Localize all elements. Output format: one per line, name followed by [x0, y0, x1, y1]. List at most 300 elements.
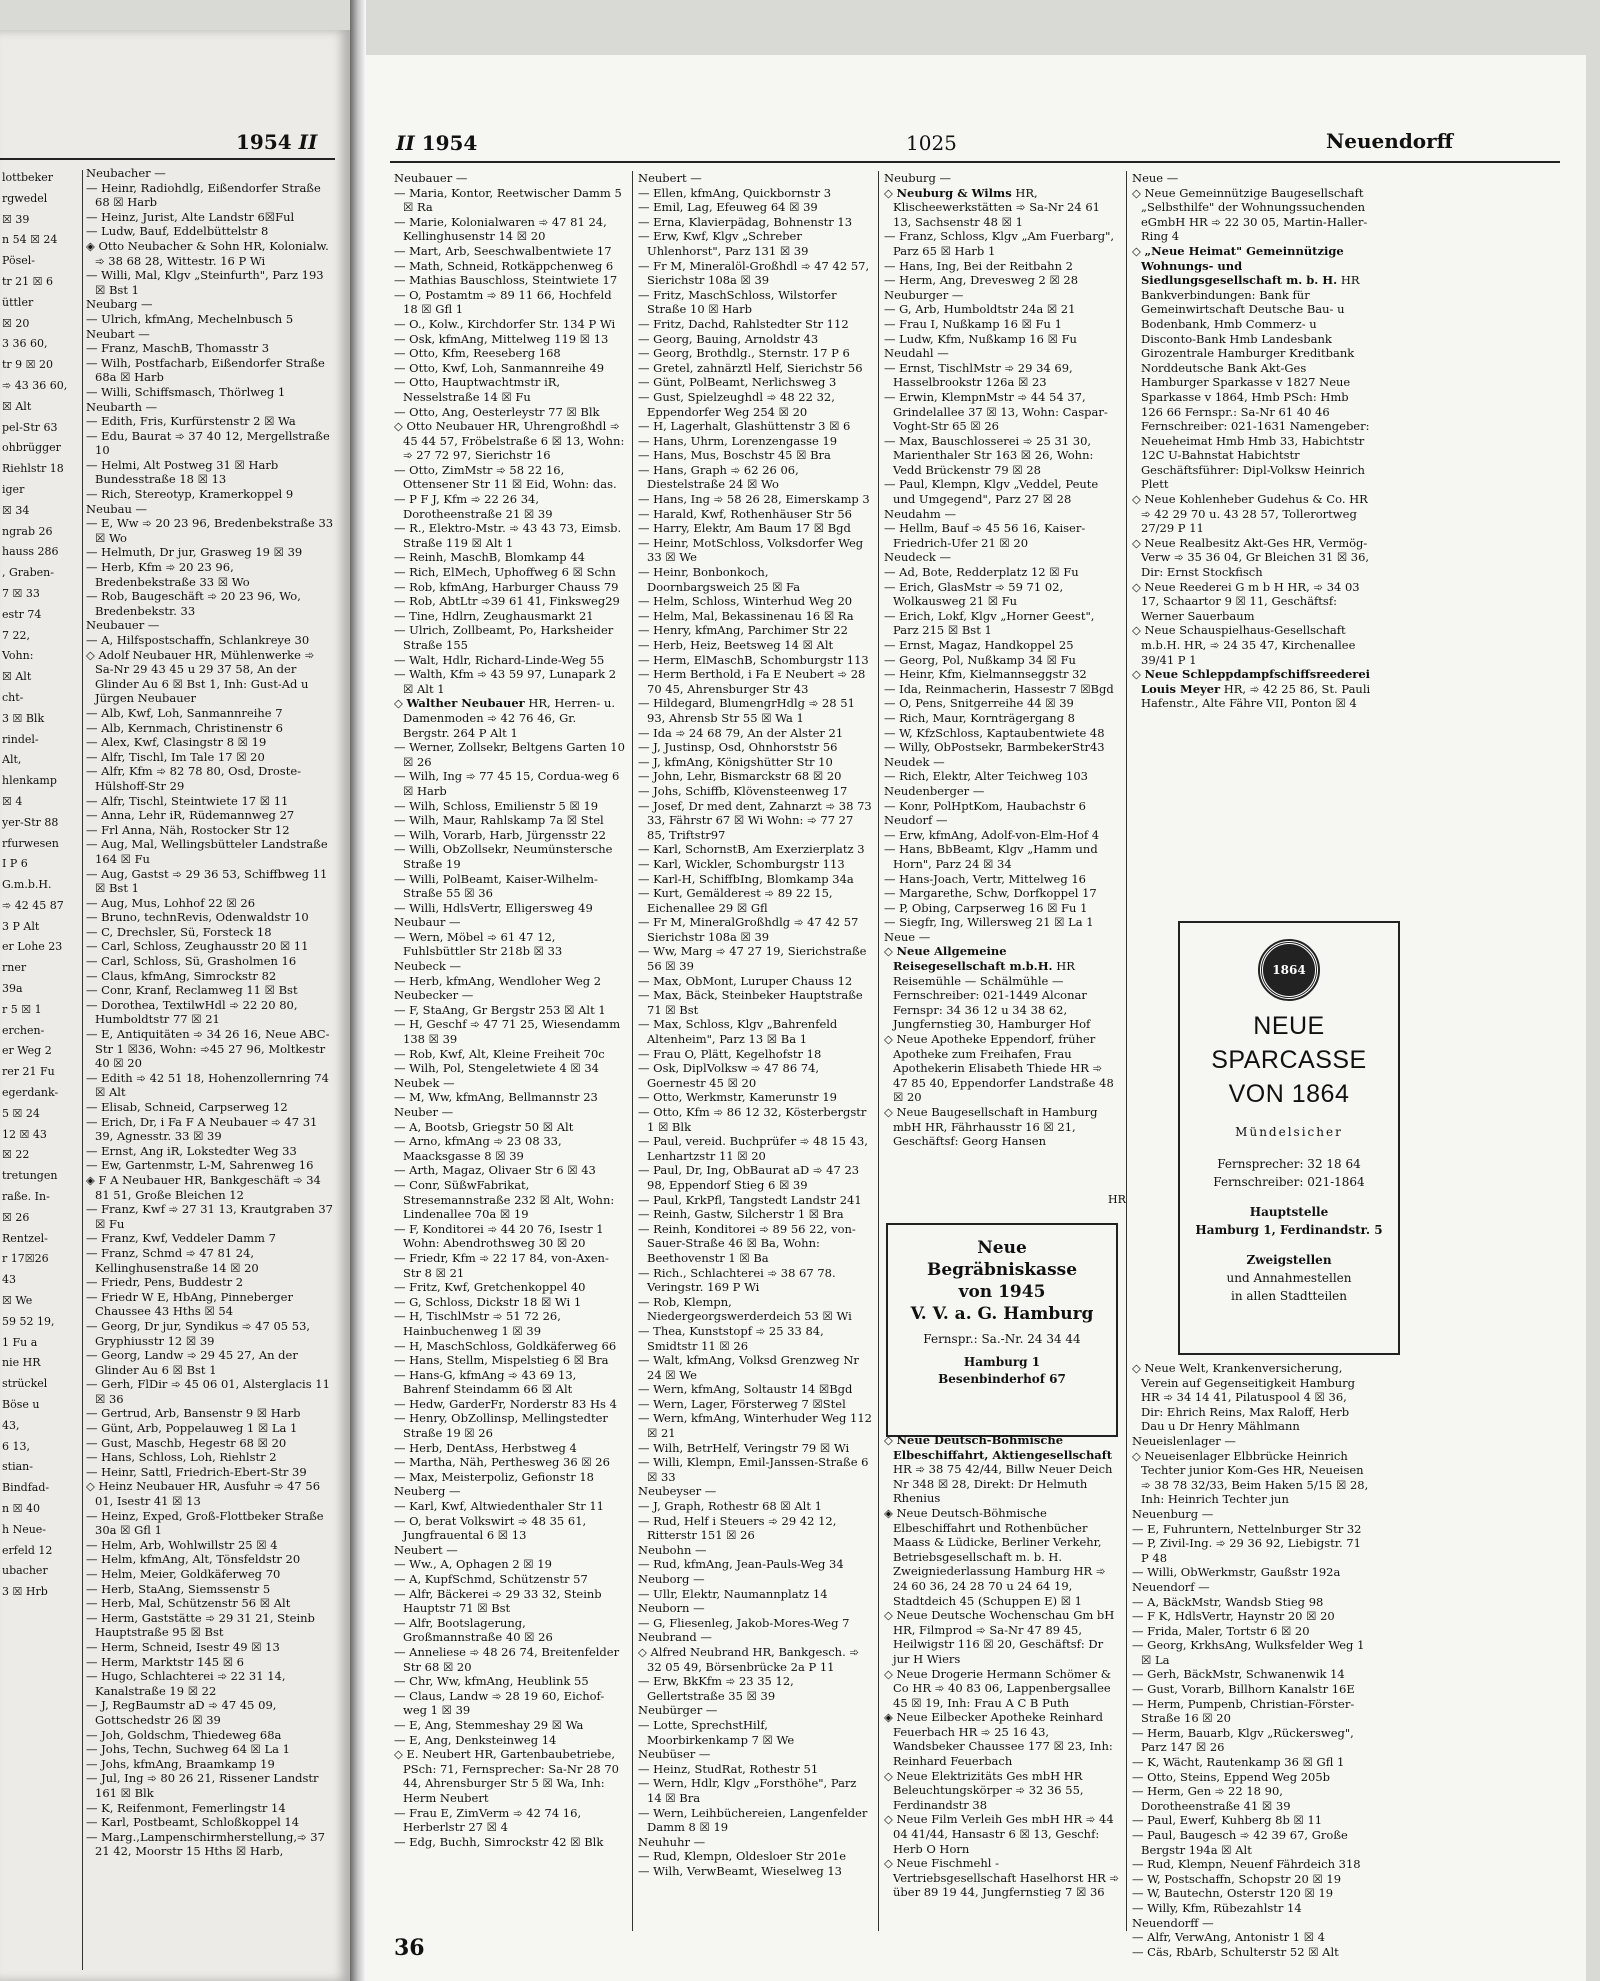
section-heading: Neuhuhr —	[638, 1834, 706, 1849]
cut-off-fragment: Alt,	[2, 753, 22, 767]
list-item: — Ad, Bote, Redderplatz 12 ☒ Fu	[884, 565, 1079, 580]
sparcasse-seal-icon: 1864	[1260, 941, 1318, 999]
list-item: — A, KupfSchmd, Schützenstr 57	[394, 1572, 588, 1586]
book-gutter	[350, 0, 366, 1981]
list-item: — Otto, Kwf, Loh, Sanmannreihe 49	[394, 360, 605, 375]
list-item: — Frau E, ZimVerm ➾ 42 74 16, Herberlstr 27 ☒ 4	[394, 1805, 582, 1835]
list-item: — Math, Schneid, Rotkäppchenweg 6	[394, 258, 614, 273]
list-item: — Claus, Landw ➾ 28 19 60, Eichof-weg 1 ☒ 39	[394, 1688, 605, 1718]
list-item: — Siegfr, Ing, Willersweg 21 ☒ La 1	[884, 915, 1094, 930]
list-item: — Willi, ObZollsekr, Neumünstersche Straße 19	[394, 842, 613, 871]
list-item: — Fritz, Dachd, Rahlstedter Str 112	[638, 316, 849, 331]
section-heading: Neuendorf —	[1132, 1579, 1210, 1594]
ad2-telex: Fernschreiber: 021-1864	[1213, 1175, 1365, 1189]
section-heading: Neudek —	[884, 754, 945, 769]
list-item: — Walt, kfmAng, Volksd Grenzweg Nr 24 ☒ We	[638, 1353, 859, 1382]
list-item: ◇ Neue Schleppdampfschiffsreederei Louis Meyer HR, ➾ 42 25 86, St. Pauli Hafenstr., Alte Fähre VII, Ponton ☒ 4	[1132, 667, 1371, 711]
list-item: ◇ Neue Elektrizitäts Ges mbH HR Beleuchtungskörper ➾ 32 36 55, Ferdinandstr 38	[884, 1768, 1084, 1812]
list-item: — Rob, Kwf, Alt, Kleine Freiheit 70c	[394, 1046, 605, 1061]
cut-off-fragment: raße. In-	[2, 1190, 50, 1204]
list-item: — Willy, ObPostsekr, BarmbekerStr43	[884, 740, 1105, 755]
cut-off-fragment: pel-Str 63	[2, 420, 58, 434]
list-item: — Otto, Kfm, Reeseberg 168	[394, 346, 561, 361]
ad2-address: Hamburg 1, Ferdinandstr. 5	[1195, 1223, 1383, 1237]
list-item: — Herb, Kfm ➾ 20 23 96, Bredenbekstraße 33 ☒ Wo	[86, 560, 250, 589]
list-item: — Herm, Gen ➾ 22 18 90, Dorotheenstraße 41 ☒ 39	[1132, 1784, 1291, 1813]
list-item: — K, Wächt, Rautenkamp 36 ☒ Gfl 1	[1132, 1755, 1345, 1770]
cut-off-fragment: 6 13,	[2, 1439, 30, 1453]
list-item: ◇ Neue Kohlenheber Gudehus & Co. HR ➾ 42 29 70 u. 43 28 57, Tollerortweg 27/29 P 11	[1132, 492, 1368, 536]
ad2-line1: NEUE SPARCASSE	[1211, 1012, 1367, 1074]
cut-off-fragment: er Weg 2	[2, 1044, 52, 1058]
list-item: — Helm, Meier, Goldkäferweg 70	[86, 1567, 281, 1581]
list-item: ◇ Walther Neubauer HR, Herren- u. Damenmoden ➾ 42 76 46, Gr. Bergstr. 264 P Alt 1	[394, 696, 616, 740]
list-item: — Gust, Spielzeughdl ➾ 48 22 32, Eppendorfer Weg 254 ☒ 20	[638, 389, 835, 419]
cut-off-fragment: Böse u	[2, 1398, 40, 1412]
list-item: — Franz, MaschB, Thomasstr 3	[86, 341, 270, 356]
list-item: — Rich, Elektr, Alter Teichweg 103	[884, 769, 1088, 784]
list-item: ◇ Neue Fischmehl - Vertriebsgesellschaft Haselhorst HR ➾ über 89 19 44, Jungfernstieg 7 ☒ 36	[884, 1856, 1120, 1900]
section-heading: Neuburg —	[884, 171, 952, 185]
list-item: — Thea, Kunststopf ➾ 25 33 84, Smidtstr 11 ☒ 26	[638, 1323, 824, 1353]
list-item: — Hans-G, kfmAng ➾ 43 69 13, Bahrenf Steindamm 66 ☒ Alt	[394, 1367, 577, 1397]
section-heading: Neudenberger —	[884, 783, 985, 798]
list-item: — Herm Berthold, i Fa E Neubert ➾ 28 70 45, Ahrensburger Str 43	[638, 667, 866, 696]
section-heading: Neubau —	[86, 501, 148, 516]
list-item: — Willy, Kfm, Rübezahlstr 14	[1132, 1900, 1302, 1915]
list-item: — Helm, Mal, Bekassinenau 16 ☒ Ra	[638, 608, 854, 623]
section-heading: Neue —	[884, 929, 931, 944]
section-heading: Neubecker —	[394, 988, 474, 1003]
list-item: — H, TischlMstr ➾ 51 72 26, Hainbuchenweg 1 ☒ 39	[394, 1309, 561, 1338]
list-item: — Gust, Vorarb, Billhorn Kanalstr 16E	[1132, 1682, 1355, 1697]
column-3-lower	[884, 1433, 1120, 1933]
list-item: — Alb, Kernmach, Christinenstr 6	[86, 720, 283, 735]
list-item: — Ww., A, Ophagen 2 ☒ 19	[394, 1557, 552, 1572]
list-item: — Otto, Hauptwachtmstr iR, Nesselstraße 14 ☒ Fu	[394, 375, 561, 404]
list-item: — Karl, SchornstB, Am Exerzierplatz 3	[638, 842, 865, 857]
header-rule	[390, 161, 1560, 163]
list-item: — Heinz, StudRat, Rothestr 51	[638, 1761, 819, 1776]
cut-off-fragment: 39a	[2, 982, 23, 996]
list-item: — Alfr, Tischl, Steintwiete 17 ☒ 11	[86, 793, 289, 808]
list-item: ◇ Neueisenlager Elbbrücke Heinrich Techter junior Kom-Ges HR, Neueisen ➾ 38 78 32/33, Beim Haken 5/15 ☒ 28, Inh: Heinrich Techter jun	[1132, 1448, 1369, 1507]
list-item: — Mart, Arb, Seeschwalbentwiete 17	[394, 243, 612, 258]
list-item: — Wilh, Schloss, Emilienstr 5 ☒ 19	[394, 798, 599, 813]
cut-off-fragment: tr 9 ☒ 20	[2, 358, 54, 372]
list-item: — A, BäckMstr, Wandsb Stieg 98	[1132, 1594, 1324, 1609]
cut-off-fragment: ➾ 43 36 60,	[2, 378, 68, 392]
list-item: — H, Lagerhalt, Glashüttenstr 3 ☒ 6	[638, 419, 851, 434]
column-divider-2	[878, 171, 879, 1931]
cut-off-fragment: ☒ 39	[2, 212, 30, 226]
ad2-branches: Zweigstellen	[1246, 1253, 1332, 1267]
list-item: — G, Fliesenleg, Jakob-Mores-Weg 7	[638, 1615, 850, 1630]
cut-off-fragment: erchen-	[2, 1023, 45, 1037]
list-item: — Herm, Gaststätte ➾ 29 31 21, Steinb Hauptstraße 95 ☒ Bst	[86, 1610, 315, 1640]
list-item: ◇ E. Neubert HR, Gartenbaubetriebe, PSch: 71, Fernsprecher: Sa-Nr 28 70 44, Ahrensburger Str 5 ☒ Wa, Inh: Herm Neubert	[394, 1747, 620, 1805]
list-item: — Frau O, Plätt, Kegelhofstr 18	[638, 1046, 822, 1061]
list-item: — Ulrich, Zollbeamt, Po, Harksheider Straße 155	[394, 623, 614, 652]
list-item: — Herm, Bauarb, Klgv „Rückersweg", Parz 147 ☒ 26	[1132, 1725, 1354, 1755]
list-item: — Herb, Mal, Schützenstr 56 ☒ Alt	[86, 1596, 291, 1611]
list-item: — Erna, Klavierpädag, Bohnenstr 13	[638, 214, 853, 229]
cut-off-fragment: h Neue-	[2, 1522, 47, 1536]
list-item: — Dorothea, TextilwHdl ➾ 22 20 80, Humboldtstr 77 ☒ 21	[86, 997, 298, 1027]
list-item: — A, Bootsb, Griegstr 50 ☒ Alt	[394, 1119, 574, 1134]
cut-off-fragment: rner	[2, 961, 27, 975]
left-page-header	[236, 130, 317, 154]
list-item: ◈ F A Neubauer HR, Bankgeschäft ➾ 34 81 51, Große Bleichen 12	[86, 1172, 321, 1202]
cut-off-fragment: rgwedel	[2, 191, 48, 205]
list-item: — Reinh, MaschB, Blomkamp 44	[394, 550, 585, 565]
list-item: ◇ Neue Reederei G m b H HR, ➾ 34 03 17, Schaartor 9 ☒ 11, Geschäftsf: Werner Sauerbaum	[1132, 579, 1360, 623]
list-item: — Wilh, Vorarb, Harb, Jürgensstr 22	[394, 827, 606, 842]
list-item: — Willi, Mal, Klgv „Steinfurth", Parz 193 ☒ Bst 1	[86, 268, 324, 297]
list-item: — C, Drechsler, Sü, Forsteck 18	[86, 924, 272, 939]
list-item: ◈ Neue Eilbecker Apotheke Reinhard Feuerbach HR ➾ 25 16 43, Wandsbeker Chaussee 177 ☒ 23, Inh: Reinhard Feuerbach	[884, 1710, 1113, 1769]
list-item: — Franz, Schloss, Klgv „Am Fuerbarg", Parz 65 ☒ Harb 1	[884, 229, 1115, 258]
cut-off-fragment: ☒ Alt	[2, 670, 32, 684]
list-item: — Herm, Pumpenb, Christian-Förster-Straße 16 ☒ 20	[1132, 1696, 1355, 1726]
list-item: — Herm, Ang, Drevesweg 2 ☒ 28	[884, 273, 1079, 288]
section-heading: Neuendorff —	[1132, 1915, 1214, 1930]
list-item: — Gerh, FlDir ➾ 45 06 01, Alsterglacis 11 ☒ 36	[86, 1377, 330, 1406]
list-item: — Rob, Baugeschäft ➾ 20 23 96, Wo, Bredenbekstr. 33	[86, 589, 301, 618]
list-item: — Elisab, Schneid, Carpserweg 12	[86, 1100, 288, 1114]
cut-off-fragment: ☒ 22	[2, 1148, 30, 1162]
list-item: ◇ Neue Allgemeine Reisegesellschaft m.b.H. HR Reisemühle — Schälmühle — Fernschreiber: 021-1449 Alconar Fernspr: 34 36 12 u 34 38 62, Jungfernstieg 30, Hamburger Hof	[884, 944, 1091, 1032]
ad1-city: Hamburg 1	[963, 1355, 1041, 1369]
margin-hr-mark: HR	[1108, 1193, 1126, 1206]
list-item: — Max, Bauschlosserei ➾ 25 31 30, Marienthaler Str 163 ☒ 26, Wohn: Vedd Brückenstr 79 ☒ 28	[884, 433, 1094, 477]
section-heading: Neubürger —	[638, 1703, 718, 1718]
list-item: — Gretel, zahnärztl Helf, Sierichstr 56	[638, 360, 863, 375]
list-item: ◇ Neue Deutsch-Böhmische Elbeschiffahrt, Aktiengesellschaft HR ➾ 38 75 42/44, Billw Neuer Deich Nr 348 ☒ 28, Direkt: Dr Helmuth Rhenius	[884, 1433, 1113, 1506]
left-header-year: 1954	[236, 130, 292, 154]
list-item: — Johs, Techn, Suchweg 64 ☒ La 1	[86, 1742, 290, 1757]
list-item: — Georg, Pol, Nußkamp 34 ☒ Fu	[884, 652, 1076, 667]
column-4-lower	[1132, 1361, 1372, 1959]
list-item: — Osk, DiplVolksw ➾ 47 86 74, Goernestr 45 ☒ 20	[638, 1061, 820, 1090]
list-item: ◇ Neue Welt, Krankenversicherung, Verein auf Gegenseitigkeit Hamburg HR ➾ 34 14 41, Pilatuspool 4 ☒ 36, Dir: Ehrich Reins, Max Raloff, Herb Dau u Dr Henry Mählmann	[1132, 1361, 1356, 1434]
list-item: — Friedr W E, HbAng, Pinneberger Chaussee 43 Hths ☒ 54	[86, 1289, 293, 1319]
list-item: — Georg, Bauing, Arnoldstr 43	[638, 331, 819, 346]
section-heading: Neubohn —	[638, 1542, 707, 1557]
cut-off-fragment: lottbeker	[2, 171, 53, 184]
list-item: — Konr, PolHptKom, Haubachstr 6	[884, 798, 1086, 813]
list-item: — Max, Schloss, Klgv „Bahrenfeld Altenheim", Parz 13 ☒ Ba 1	[638, 1017, 838, 1047]
running-head: Neuendorff	[1326, 129, 1454, 153]
list-item: — Friedr, Kfm ➾ 22 17 84, von-Axen-Str 8 ☒ 21	[394, 1250, 609, 1280]
ad2-line2: VON 1864	[1228, 1080, 1350, 1108]
list-item: — Hans, Mus, Boschstr 45 ☒ Bra	[638, 448, 831, 463]
section-heading: Neubeyser —	[638, 1484, 717, 1499]
cut-off-fragment: stian-	[2, 1460, 33, 1474]
list-item: — Georg, KrkhsAng, Wulksfelder Weg 1 ☒ La	[1132, 1638, 1365, 1667]
list-item: — O, berat Volkswirt ➾ 48 35 61, Jungfrauental 6 ☒ 13	[394, 1513, 587, 1543]
list-item: — Wern, Hdlr, Klgv „Forsthöhe", Parz 14 ☒ Bra	[638, 1776, 857, 1805]
cut-off-fragment: 12 ☒ 43	[2, 1127, 47, 1141]
ad1-line3: von 1945	[958, 1282, 1046, 1302]
cut-off-fragment: Riehlstr 18	[2, 462, 64, 476]
list-item: — Alfr, VerwAng, Antonistr 1 ☒ 4	[1132, 1930, 1325, 1945]
cut-off-fragment: n ☒ 40	[2, 1502, 40, 1515]
list-item: — J, Justinsp, Osd, Ohnhorststr 56	[638, 740, 838, 755]
list-item: — J, RegBaumstr aD ➾ 47 45 09, Gottschedstr 26 ☒ 39	[86, 1698, 277, 1727]
list-item: — E, Ww ➾ 20 23 96, Bredenbekstraße 33 ☒ Wo	[86, 516, 334, 545]
list-item: — Willi, Schiffsmasch, Thörlweg 1	[86, 384, 286, 399]
list-item: — P, Zivil-Ing. ➾ 29 36 92, Liebigstr. 71 P 48	[1132, 1536, 1361, 1565]
list-item: — Georg, Brothdlg., Sternstr. 17 P 6	[638, 346, 850, 361]
list-item: — Alfr, Bootslagerung, Großmannstraße 40 ☒ 26	[394, 1615, 553, 1645]
ad2-phone: Fernsprecher: 32 18 64	[1217, 1157, 1361, 1171]
list-item: — Helmi, Alt Postweg 31 ☒ Harb Bundesstraße 18 ☒ 13	[86, 457, 279, 487]
list-item: — Helm, Arb, Wohlwillstr 25 ☒ 4	[86, 1537, 278, 1552]
list-item: — Fritz, MaschSchloss, Wilstorfer Straße 10 ☒ Harb	[638, 287, 837, 317]
cut-off-fragment: G.m.b.H.	[2, 878, 52, 892]
list-item: — Hans-Joach, Vertr, Mittelweg 16	[884, 871, 1086, 886]
column-1	[394, 171, 626, 1941]
list-item: — Erw, Kwf, Klgv „Schreber Uhlenhorst", Parz 131 ☒ 39	[638, 229, 809, 258]
list-item: — Wilh, BetrHelf, Veringstr 79 ☒ Wi	[638, 1440, 850, 1455]
list-item: — Helm, kfmAng, Alt, Tönsfeldstr 20	[86, 1552, 301, 1567]
ad1-line1: Neue	[977, 1238, 1027, 1258]
cut-off-fragment: 3 P Alt	[2, 919, 40, 933]
cut-off-fragment: 1 Fu a	[2, 1335, 38, 1349]
list-item: — Heinr, MotSchloss, Volksdorfer Weg 33 ☒ We	[638, 535, 864, 565]
section-heading: Neubauer —	[86, 618, 160, 633]
list-item: — Arth, Magaz, Olivaer Str 6 ☒ 43	[394, 1163, 596, 1178]
ad2-hauptstelle: Hauptstelle	[1249, 1205, 1329, 1219]
list-item: — Hellm, Bauf ➾ 45 56 16, Kaiser-Friedrich-Ufer 21 ☒ 20	[884, 521, 1086, 550]
list-item: — Paul, vereid. Buchprüfer ➾ 48 15 43, Lenhartzstr 11 ☒ 20	[638, 1134, 868, 1163]
ad2-line10: in allen Stadtteilen	[1231, 1289, 1347, 1303]
list-item: — Wern, Möbel ➾ 61 47 12, Fuhlsbüttler Str 218b ☒ 33	[394, 929, 563, 959]
list-item: ◇ Neue Film Verleih Ges mbH HR ➾ 44 04 41/44, Hansastr 6 ☒ 13, Geschf: Herb O Horn	[884, 1812, 1114, 1856]
ad1-line4: V. V. a. G. Hamburg	[910, 1304, 1094, 1324]
list-item: — Johs, kfmAng, Braamkamp 19	[86, 1756, 275, 1771]
list-item: — Hans, BbBeamt, Klgv „Hamm und Horn", Parz 24 ☒ 34	[884, 842, 1098, 871]
list-item: — Otto, Steins, Eppend Weg 205b	[1132, 1769, 1331, 1784]
list-item: — Frl Anna, Näh, Rostocker Str 12	[86, 822, 290, 837]
list-item: — Anna, Lehr iR, Rüdemannweg 27	[86, 808, 295, 823]
list-item: — Wern, kfmAng, Soltaustr 14 ☒Bgd	[638, 1382, 853, 1397]
list-item: — Reinh, Gastw, Silcherstr 1 ☒ Bra	[638, 1207, 844, 1222]
list-item: — P, Obing, Carpserweg 16 ☒ Fu 1	[884, 900, 1088, 915]
list-item: — Heinz, Jurist, Alte Landstr 6☒Ful	[86, 209, 295, 224]
list-item: — Herm, Marktstr 145 ☒ 6	[86, 1654, 244, 1669]
list-item: — Lotte, SprechstHilf, Moorbirkenkamp 7 ☒ We	[638, 1717, 795, 1747]
list-item: — W, Bautechn, Osterstr 120 ☒ 19	[1132, 1886, 1334, 1901]
list-item: — Ernst, TischlMstr ➾ 29 34 69, Hasselbrookstr 126a ☒ 23	[884, 360, 1073, 390]
list-item: — Ww, Marg ➾ 47 27 19, Sierichstraße 56 ☒ 39	[638, 944, 867, 974]
list-item: — Reinh, Konditorei ➾ 89 56 22, von-Sauer-Straße 46 ☒ Ba, Wohn: Beethovenstr 1 ☒ Ba	[638, 1221, 856, 1265]
list-item: — Paul, Klempn, Klgv „Veddel, Peute und Umgegend", Parz 27 ☒ 28	[884, 477, 1099, 507]
list-item: — Chr, Ww, kfmAng, Heublink 55	[394, 1674, 589, 1689]
section-heading: Neubert —	[394, 1542, 458, 1557]
ad-sparcasse	[1178, 921, 1400, 1355]
list-item: — Wilh, Postfacharb, Eißendorfer Straße 68a ☒ Harb	[86, 355, 325, 385]
list-item: — Aug, Mus, Lohhof 22 ☒ 26	[86, 895, 256, 910]
list-item: — Harry, Elektr, Am Baum 17 ☒ Bgd	[638, 521, 851, 536]
cut-off-fragment: 7 ☒ 33	[2, 586, 40, 600]
list-item: — Erich, GlasMstr ➾ 59 71 02, Wolkausweg 21 ☒ Fu	[884, 579, 1064, 609]
list-item: — Alex, Kwf, Clasingstr 8 ☒ 19	[86, 735, 267, 750]
list-item: — F, Konditorei ➾ 44 20 76, Isestr 1 Wohn: Abendrothsweg 30 ☒ 20	[394, 1221, 604, 1251]
cut-off-fragment: Vohn:	[2, 649, 34, 663]
list-item: — Willi, PolBeamt, Kaiser-Wilhelm-Straße 55 ☒ 36	[394, 871, 598, 901]
list-item: — Fritz, Kwf, Gretchenkoppel 40	[394, 1280, 586, 1295]
cut-off-fragment: 3 ☒ Blk	[2, 711, 45, 725]
list-item: — Willi, Klempn, Emil-Janssen-Straße 6 ☒ 33	[638, 1455, 869, 1484]
list-item: — Rob, AbtLtr ➾39 61 41, Finksweg29	[394, 594, 620, 609]
list-item: ◇ Neuburg & Wilms HR, Klischeewerkstätten ➾ Sa-Nr 24 61 13, Sachsenstr 48 ☒ 1	[884, 185, 1100, 229]
list-item: — Harald, Kwf, Rothenhäuser Str 56	[638, 506, 852, 521]
header-roman: II	[396, 131, 415, 155]
cut-off-fragment: Rentzel-	[2, 1231, 48, 1245]
list-item: — Ulrich, kfmAng, Mechelnbusch 5	[86, 311, 294, 326]
list-item: — J, Graph, Rothestr 68 ☒ Alt 1	[638, 1499, 822, 1514]
left-column-divider	[82, 170, 83, 1970]
list-item: — Alfr, Bäckerei ➾ 29 33 32, Steinb Hauptstr 71 ☒ Bst	[394, 1586, 602, 1616]
list-item: — Hans, Ing ➾ 58 26 28, Eimerskamp 3	[638, 492, 870, 507]
right-page	[366, 55, 1586, 1981]
section-heading: Neubaur —	[394, 915, 461, 930]
list-item: — Otto, Kfm ➾ 86 12 32, Kösterbergstr 1 ☒ Blk	[638, 1105, 867, 1134]
footer-number: 36	[394, 1935, 425, 1961]
list-item: — Erw, BkKfm ➾ 23 35 12, Gellertstraße 35 ☒ 39	[638, 1674, 794, 1703]
cut-off-fragment: ngrab 26	[2, 524, 53, 538]
list-item: — Heinz, Exped, Groß-Flottbeker Straße 30a ☒ Gfl 1	[86, 1508, 324, 1538]
list-item: — K, Reifenmont, Femerlingstr 14	[86, 1800, 286, 1815]
list-item: — O, Pens, Snitgerreihe 44 ☒ 39	[884, 696, 1074, 711]
cut-off-fragment: yer-Str 88	[2, 815, 59, 829]
cut-off-fragment: nie HR	[2, 1356, 41, 1370]
list-item: — Walth, Kfm ➾ 43 59 97, Lunapark 2 ☒ Alt 1	[394, 667, 617, 696]
list-item: — H, Geschf ➾ 47 71 25, Wiesendamm 138 ☒ 39	[394, 1017, 621, 1047]
list-item: — W, Postschaffn, Schopstr 20 ☒ 19	[1132, 1871, 1342, 1886]
list-item: — E, Ang, Denksteinweg 14	[394, 1732, 557, 1747]
list-item: — P F J, Kfm ➾ 22 26 34, Dorotheenstraße 21 ☒ 39	[394, 492, 553, 521]
list-item: — R., Elektro-Mstr. ➾ 43 43 73, Eimsb. Straße 119 ☒ Alt 1	[394, 521, 622, 550]
list-item: — Rich, ElMech, Uphoffweg 6 ☒ Schn	[394, 565, 616, 580]
ad1-line2: Begräbniskasse	[926, 1260, 1078, 1280]
list-item: — Herb, DentAss, Herbstweg 4	[394, 1440, 577, 1455]
list-item: — Ew, Gartenmstr, L-M, Sahrenweg 16	[86, 1158, 314, 1173]
list-item: — Paul, Baugesch ➾ 42 39 67, Große Bergstr 194a ☒ Alt	[1132, 1828, 1348, 1857]
list-item: ◇ Neue Baugesellschaft in Hamburg mbH HR, Fährhausstr 16 ☒ 21, Geschäftsf: Georg Hansen	[884, 1105, 1098, 1149]
list-item: — E, Fuhruntern, Nettelnburger Str 32	[1132, 1521, 1362, 1536]
list-item: — Otto, Werkmstr, Kamerunstr 19	[638, 1090, 837, 1105]
cut-off-fragment: ohbrügger	[2, 441, 61, 455]
list-item: — Cäs, RbArb, Schulterstr 52 ☒ Alt	[1132, 1944, 1339, 1959]
list-item: — Wern, Lager, Försterweg 7 ☒Stel	[638, 1396, 846, 1411]
cut-off-fragment: 7 22,	[2, 628, 30, 642]
list-item: — Edith ➾ 42 51 18, Hohenzollernring 74 ☒ Alt	[86, 1070, 329, 1100]
list-item: — Georg, Landw ➾ 29 45 27, An der Glinder Au 6 ☒ Bst 1	[86, 1348, 298, 1377]
list-item: — Margarethe, Schw, Dorfkoppel 17	[884, 886, 1097, 901]
column-4	[1132, 171, 1372, 911]
section-heading: Neueislenlager —	[1132, 1433, 1236, 1448]
cut-off-fragment: ☒ 34	[2, 503, 30, 517]
section-heading: Neudorf —	[884, 813, 948, 828]
list-item: — Hugo, Schlachterei ➾ 22 31 14, Kanalstraße 19 ☒ 22	[86, 1669, 286, 1698]
list-item: — Franz, Schmd ➾ 47 81 24, Kellinghusenstraße 14 ☒ 20	[86, 1245, 259, 1275]
list-item: — Fr M, Mineralöl-Großhdl ➾ 47 42 57, Sierichstr 108a ☒ 39	[638, 258, 870, 288]
section-heading: Neudahl —	[884, 346, 949, 361]
list-item: — Hans, Uhrm, Lorenzengasse 19	[638, 433, 838, 448]
column-2	[638, 171, 872, 1941]
list-item: — Ullr, Elektr, Naumannplatz 14	[638, 1586, 828, 1601]
list-item: ◇ Neue Drogerie Hermann Schömer & Co HR ➾ 40 83 06, Lappenbergsallee 45 ☒ 19, Inh: Frau A C B Puth	[884, 1666, 1111, 1710]
cut-off-fragment: r 17☒26	[2, 1252, 49, 1266]
list-item: — Fr M, MineralGroßhdlg ➾ 47 42 57 Sierichstr 108a ☒ 39	[638, 915, 859, 944]
cut-off-fragment: er Lohe 23	[2, 940, 63, 954]
list-item: ◇ Alfred Neubrand HR, Bankgesch. ➾ 32 05 49, Börsenbrücke 2a P 11	[638, 1644, 860, 1674]
list-item: — Rud, Klempn, Neuenf Fährdeich 318	[1132, 1857, 1361, 1872]
list-item: — Max, Meisterpoliz, Gefionstr 18	[394, 1469, 594, 1484]
cut-off-fragment: hlenkamp	[2, 774, 57, 788]
list-item: — H, MaschSchloss, Goldkäferweg 66	[394, 1338, 617, 1353]
list-item: — Maria, Kontor, Reetwischer Damm 5 ☒ Ra	[394, 185, 622, 215]
list-item: — Heinr, Kfm, Kielmannseggstr 32	[884, 667, 1087, 682]
section-heading: Neubek —	[394, 1075, 455, 1090]
column-3	[884, 171, 1120, 1217]
list-item: — Conr, Kranf, Reclamweg 11 ☒ Bst	[86, 983, 298, 998]
cut-off-fragment: 43,	[2, 1418, 20, 1432]
list-item: — Marg.,Lampenschirmherstellung,➾ 37 21 42, Moorstr 15 Hths ☒ Harb,	[86, 1829, 325, 1859]
section-heading: Neuenburg —	[1132, 1506, 1214, 1521]
list-item: — Wilh, VerwBeamt, Wieselweg 13	[638, 1863, 842, 1878]
list-item: — Johs, Schiffb, Klövensteenweg 17	[638, 783, 848, 798]
cut-off-fragment: tretungen	[2, 1169, 58, 1183]
list-item: — Herm, ElMaschB, Schomburgstr 113	[638, 652, 869, 667]
list-item: — Carl, Schloss, Zeughausstr 20 ☒ 11	[86, 939, 309, 954]
section-heading: Neuber —	[394, 1105, 454, 1119]
list-item: — Wilh, Ing ➾ 77 45 15, Cordua-weg 6 ☒ Harb	[394, 769, 620, 798]
list-item: — Max, Bäck, Steinbeker Hauptstraße 71 ☒ Bst	[638, 988, 863, 1017]
ad2-line3: Mündelsicher	[1235, 1125, 1343, 1139]
list-item: — Hildegard, BlumengrHdlg ➾ 28 51 93, Ahrensb Str 55 ☒ Wa 1	[638, 696, 855, 725]
list-item: — Hans, Schloss, Loh, Riehlstr 2	[86, 1450, 277, 1465]
section-heading: Neubarth —	[86, 399, 158, 414]
list-item: — Herb, StaAng, Siemssenstr 5	[86, 1581, 271, 1596]
list-item: — Edu, Baurat ➾ 37 40 12, Mergellstraße 10	[86, 428, 330, 458]
list-item: — J, kfmAng, Königshütter Str 10	[638, 754, 833, 769]
page-number: 1025	[906, 131, 957, 155]
cut-off-fragment: r 5 ☒ 1	[2, 1002, 42, 1016]
list-item: — Wilh, Maur, Rahlskamp 7a ☒ Stel	[394, 813, 604, 828]
list-item: — E, Ang, Stemmeshay 29 ☒ Wa	[394, 1717, 584, 1732]
list-item: — Hans, Stellm, Mispelstieg 6 ☒ Bra	[394, 1353, 609, 1368]
list-item: — John, Lehr, Bismarckstr 68 ☒ 20	[638, 769, 842, 784]
list-item: — Ida, Reinmacherin, Hassestr 7 ☒Bgd	[884, 681, 1114, 696]
list-item: — Heinr, Radiohdlg, Eißendorfer Straße 68 ☒ Harb	[86, 180, 321, 210]
list-item: — Willi, HdlsVertr, Elligersweg 49	[394, 900, 593, 915]
list-item: — F K, HdlsVertr, Haynstr 20 ☒ 20	[1132, 1609, 1335, 1624]
list-item: — Wern, Leihbüchereien, Langenfelder Damm 8 ☒ 19	[638, 1805, 868, 1835]
left-header-roman: II	[298, 130, 318, 154]
list-item: ◇ Heinz Neubauer HR, Ausfuhr ➾ 47 56 01, Isestr 41 ☒ 13	[86, 1479, 321, 1509]
list-item: — Conr, SüßwFabrikat, Stresemannstraße 232 ☒ Alt, Wohn: Lindenallee 70a ☒ 19	[394, 1177, 615, 1222]
section-heading: Neubeck —	[394, 959, 462, 974]
list-item: — Heinr, Bonbonkoch, Doornbargsweich 25 ☒ Fa	[638, 565, 801, 594]
cut-off-fragment: ➾ 42 45 87	[2, 898, 64, 912]
list-item: — Willi, ObWerkmstr, Gaußstr 192a	[1132, 1565, 1341, 1580]
list-item: — Karl-H, SchiffbIng, Blomkamp 34a	[638, 871, 854, 886]
list-item: — Gust, Maschb, Hegestr 68 ☒ 20	[86, 1435, 287, 1450]
